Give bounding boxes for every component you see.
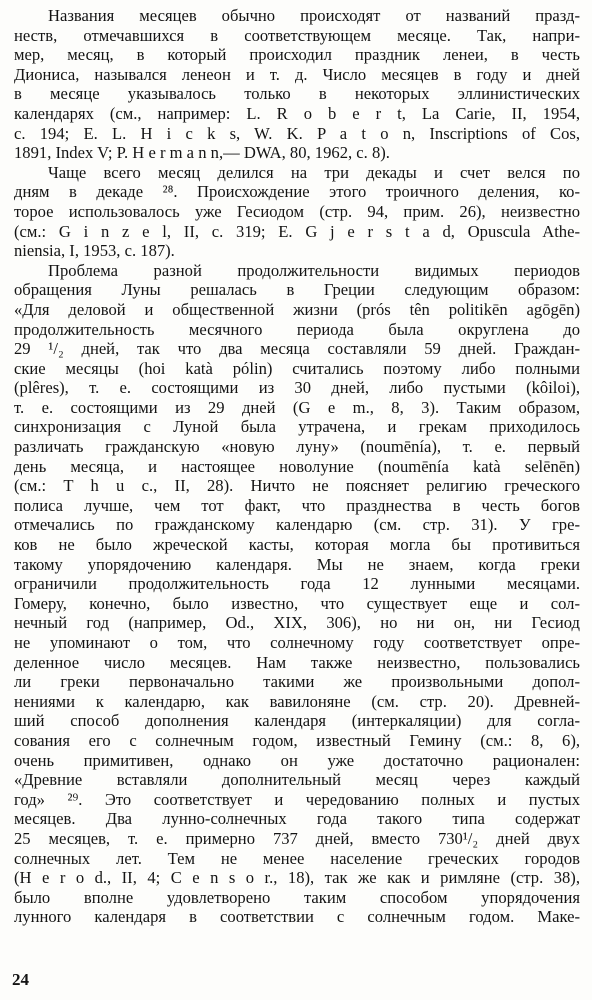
text-line: (H e r o d., II, 4; C e n s o r., 18), так же как и римляне (стр. 38), — [14, 868, 580, 888]
text-line: в месяце указывалось только в некоторых эллинистических — [14, 84, 580, 104]
text-line: (см.: G i n z e l, II, с. 319; E. G j e r s t a d, Opuscula Athe- — [14, 221, 580, 241]
text-line: Названия месяцев обычно происходят от названий празд- — [48, 6, 580, 25]
text-line: 25 месяцев, т. е. примерно 737 дней, вместо 730¹/₂ дней двух — [14, 828, 580, 848]
text-line: синхронизация с Луной была утрачена, и грекам приходилось — [14, 417, 580, 437]
text-line: Диониса, назывался ленеон и т. д. Число месяцев в году и дней — [14, 64, 580, 84]
text-line: ограничили продолжительность года 12 лунными месяцами. — [14, 574, 580, 594]
body-text — [14, 6, 580, 927]
text-line: сования его с солнечным годом, известный Гемину (см.: 8, 6), — [14, 730, 580, 750]
text-line: 29 ¹/₂ дней, так что два месяца составляли 59 дней. Граждан- — [14, 339, 580, 359]
text-line: с. 194; E. L. H i c k s, W. K. P a t o n, Inscriptions of Cos, — [14, 123, 580, 143]
text-line: ские месяцы (hoi katà pólin) считались поэтому либо полными — [14, 358, 580, 378]
text-line: Чаще всего месяц делился на три декады и счет велся по — [48, 162, 580, 182]
text-line: такому упорядочению календаря. Мы не знаем, когда греки — [14, 554, 580, 574]
text-line: ли греки первоначально такими же произвольными допол- — [14, 672, 580, 692]
text-line: год» ²⁹. Это соответствует и чередованию полных и пустых — [14, 789, 580, 809]
page-number: 24 — [12, 970, 29, 989]
text-line: нениями к календарю, как вавилоняне (см. стр. 20). Древней- — [14, 691, 580, 711]
text-line: обращения Луны решалась в Греции следующим образом: — [14, 280, 580, 300]
text-line: очень примитивен, однако он уже достаточно рационален: — [14, 750, 580, 770]
text-line: Гомеру, конечно, было известно, что существует еще и сол- — [14, 593, 580, 613]
text-line: «Для деловой и общественной жизни (prós tên politikēn agōgēn) — [14, 299, 580, 319]
text-line: месяцев. Два лунно-солнечных года такого типа содержат — [14, 809, 580, 829]
text-line: дням в декаде ²⁸. Происхождение этого троичного деления, ко- — [14, 182, 580, 202]
text-line: различать гражданскую «новую луну» (noumēnía), т. е. первый — [14, 437, 580, 457]
text-line: нечный год (например, Od., XIX, 306), но ни он, ни Гесиод — [14, 613, 580, 633]
text-line: niensia, I, 1953, с. 187). — [14, 241, 175, 261]
text-line: неств, отмечавшихся в соответствующем месяце. Так, напри- — [14, 25, 580, 45]
text-line: Проблема разной продолжительности видимых периодов — [48, 260, 580, 280]
text-line: лунного календаря в соответствии с солнечным годом. Маке- — [14, 907, 580, 927]
text-line: (plêres), т. е. состоящими из 30 дней, либо пустыми (kôiloi), — [14, 378, 580, 398]
text-line: «Древние вставляли дополнительный месяц через каждый — [14, 770, 580, 790]
text-line: т. е. состоящими из 29 дней (G e m., 8, 3). Таким образом, — [14, 397, 580, 417]
text-line: (см.: T h u c., II, 28). Ничто не поясняет религию греческого — [14, 476, 580, 496]
text-line: отмечались по гражданскому календарю (см. стр. 31). У гре- — [14, 515, 580, 535]
text-line: календарях (см., например: L. R o b e r t, La Carie, II, 1954, — [14, 103, 580, 123]
text-line: солнечных лет. Тем не менее население греческих городов — [14, 848, 580, 868]
text-line: мер, месяц, в который происходил праздник ленеи, в честь — [14, 45, 580, 65]
text-line: торое использовалось уже Гесиодом (стр. 94, прим. 26), неизвестно — [14, 201, 580, 221]
paragraph-month-names — [14, 6, 580, 163]
text-line: полиса лучше, чем тот факт, что празднества в честь богов — [14, 495, 580, 515]
paragraph-decades — [14, 163, 580, 261]
text-line: деленное число месяцев. Нам также неизвестно, пользовались — [14, 652, 580, 672]
paragraph-lunar-periods — [14, 261, 580, 927]
text-line: ков не было жреческой касты, которая могла бы противиться — [14, 535, 580, 555]
text-line: 1891, Index V; P. H e r m a n n,— DWA, 80, 1962, с. 8). — [14, 143, 390, 163]
text-line: день месяца, и настоящее новолуние (noumēnía katà selēnēn) — [14, 456, 580, 476]
text-line: было вполне удовлетворено таким способом упорядочения — [14, 887, 580, 907]
text-line: ший способ дополнения календаря (интеркаляции) для согла- — [14, 711, 580, 731]
text-line: продолжительность месячного периода была округлена до — [14, 319, 580, 339]
text-line: не упоминают о том, что солнечному году соответствует опре- — [14, 633, 580, 652]
